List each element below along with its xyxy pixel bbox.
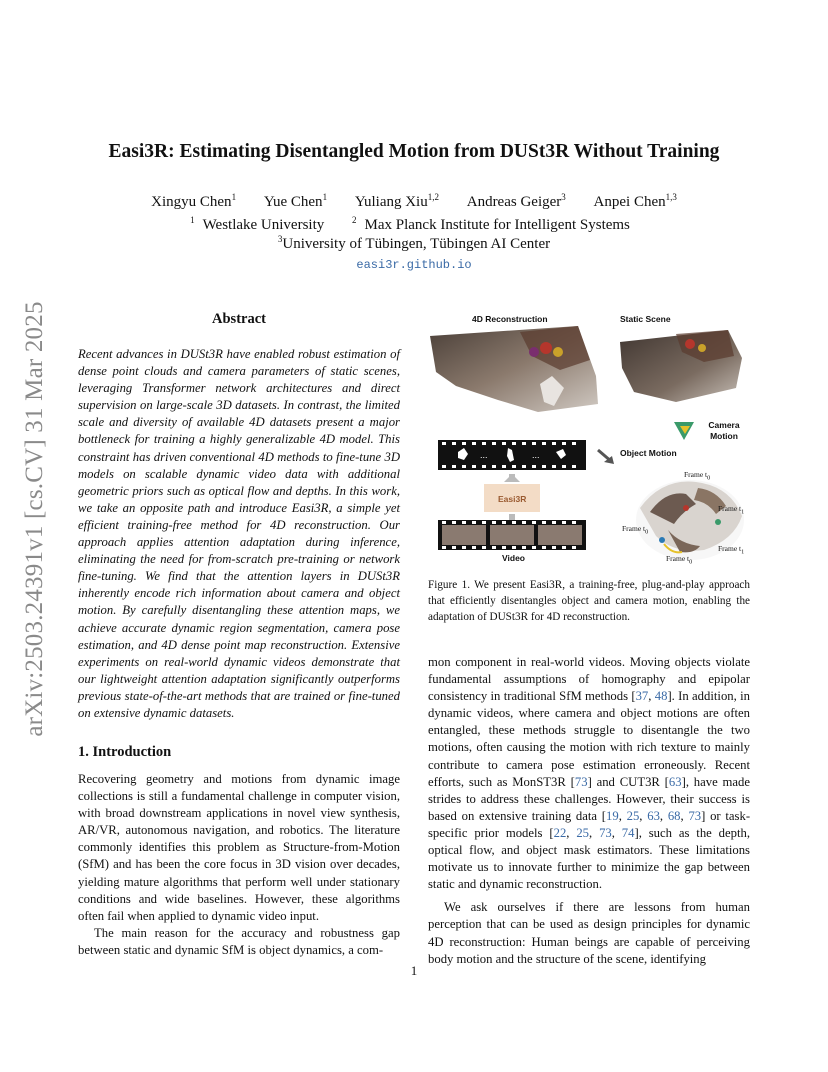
intro-heading: 1. Introduction [78,744,172,760]
affiliations-line-2 [0,236,828,253]
abstract-heading: Abstract [212,311,266,327]
citation-link[interactable]: 25 [626,808,640,823]
paper-title: Easi3R: Estimating Disentangled Motion from DUSt3R Without Training [108,141,720,162]
author: Yue Chen$^1$ [263,192,328,210]
frame-label: Frame $t_0$ [622,524,649,536]
label-object-motion: Object Motion [620,448,677,458]
citation-link[interactable]: 37 [635,689,649,704]
label-4d-reconstruction: 4D Reconstruction [472,314,548,324]
frame-label: Frame $t_0$ [684,470,711,482]
paragraph: The main reason for the accuracy and robustness gap between static and dynamic SfM is object dynamics, a com- [78,925,400,957]
paragraph: Recovering geometry and motions from dynamic image collections is still a fundamental challenge in computer vision, with broad downstream applications in novel view synthesis, AR/VR, autonomous navigation, and robotics. The literature commonly identifies this problem as Structure-from-Motion (SfM) and has been the core focus in 3D vision over decades, yielding mature algorithms that perform well under stationary conditions and wide baselines. However, these algorithms often fail when applied to dynamic video input. [78,772,400,923]
label-camera-motion: Camera Motion [708,420,740,441]
affiliations-line-1 [0,217,828,234]
ellipsis: ... [480,450,488,460]
intro-text [78,771,400,959]
citation-link[interactable]: 63 [647,808,660,823]
citation-link[interactable]: 73 [574,774,588,789]
teaser-figure [428,312,750,574]
label-static-scene: Static Scene [620,314,671,324]
paragraph: We ask ourselves if there are lessons from human perception that can be used as design principles for dynamic 4D reconstruction: Human beings are capable of perceiving body motion and the structure of the scene, identifying [428,900,750,966]
citation-link[interactable]: 63 [668,774,682,789]
author: Anpei Chen$^{1,3}$ [593,192,677,210]
paragraph: mon component in real-world videos. Moving objects violate fundamental assumptions of homography and epipolar consistency in traditional SfM methods [37, 48]. In addition, in dynamic videos, where camera and object motions are often entangled, these methods struggle to disentangle the two motions, often causing the motion with rich texture to mainly contribute to camera pose estimation erroneously. Recent efforts, such as MonST3R [73] and CUT3R [63], have made strides to address these challenges. However, their success is based on extensive training data [19, 25, 63, 68, 73] or task-specific prior models [22, 25, 73, 74], such as the depth, optical flow, and object mask estimators. These limitations motivate us to innovate further to minimize the gap between static and dynamic reconstruction. [428,655,751,892]
affiliation: $^2$ Max Planck Institute for Intelligent Systems [352,215,630,233]
affiliation: $^1$ Westlake University [190,215,325,233]
ellipsis: ... [532,450,540,460]
citation-link[interactable]: 68 [667,808,681,823]
abstract-text: Recent advances in DUSt3R have enabled robust estimation of dense point clouds and camera parameters of static scenes, leveraging Transformer network architectures and direct supervision on large-scale 3D datasets. In contrast, the limited scale and diversity of available 4D datasets present a major bottleneck for training a highly generalizable 4D model. This constraint has driven conventional 4D methods to fine-tune 3D models on scalable dynamic video data with additional geometric priors such as optical flow and depths. In this work, we take an opposite path and introduce Easi3R, a simple yet efficient training-free method for 4D reconstruction. Our approach applies attention adaptation during inference, eliminating the need for from-scratch pre-training or network fine-tuning. We find that the attention layers in DUSt3R inherently encode rich information about camera and object motion. By carefully disentangling these attention maps, we achieve accurate dynamic region segmentation, camera pose estimation, and 4D dense point map reconstruction. Extensive experiments on real-world dynamic videos demonstrate that our lightweight attention adaptation significantly outperforms previous state-of-the-art methods that are trained or fine-tuned on extensive dynamic datasets. [78,347,400,720]
frame-label: Frame $t_1$ [718,504,745,516]
author: Andreas Geiger$^3$ [466,192,566,210]
affiliation: $^3$University of Tübingen, Tübingen AI Center [277,234,551,252]
frame-label: Frame $t_1$ [718,544,745,556]
label-easi3r: Easi3R [498,494,527,504]
citation-link[interactable]: 73 [688,808,702,823]
citation-link[interactable]: 48 [654,689,668,704]
project-website-link[interactable]: easi3r.github.io [356,258,472,272]
arxiv-stamp: arXiv:2503.24391v1 [cs.CV] 31 Mar 2025 [21,301,48,737]
right-column-text [428,654,750,968]
page-number: 1 [410,963,418,978]
figure-1 [428,312,750,574]
frame-label: Frame $t_0$ [666,554,693,566]
citation-link[interactable]: 25 [576,825,590,840]
author: Yuliang Xiu$^{1,2}$ [354,192,439,210]
citation-link[interactable]: 74 [621,825,635,840]
figure-caption: Figure 1. We present Easi3R, a training-free, plug-and-play approach that efficiently disentangles object and camera motion, enabling the adaptation of DUSt3R for 4D reconstruction. [428,579,750,623]
author: Xingyu Chen$^1$ [151,192,237,210]
citation-link[interactable]: 22 [553,825,567,840]
citation-link[interactable]: 73 [599,825,612,840]
label-video: Video [502,553,525,563]
author-list [0,194,828,211]
citation-link[interactable]: 19 [606,808,619,823]
